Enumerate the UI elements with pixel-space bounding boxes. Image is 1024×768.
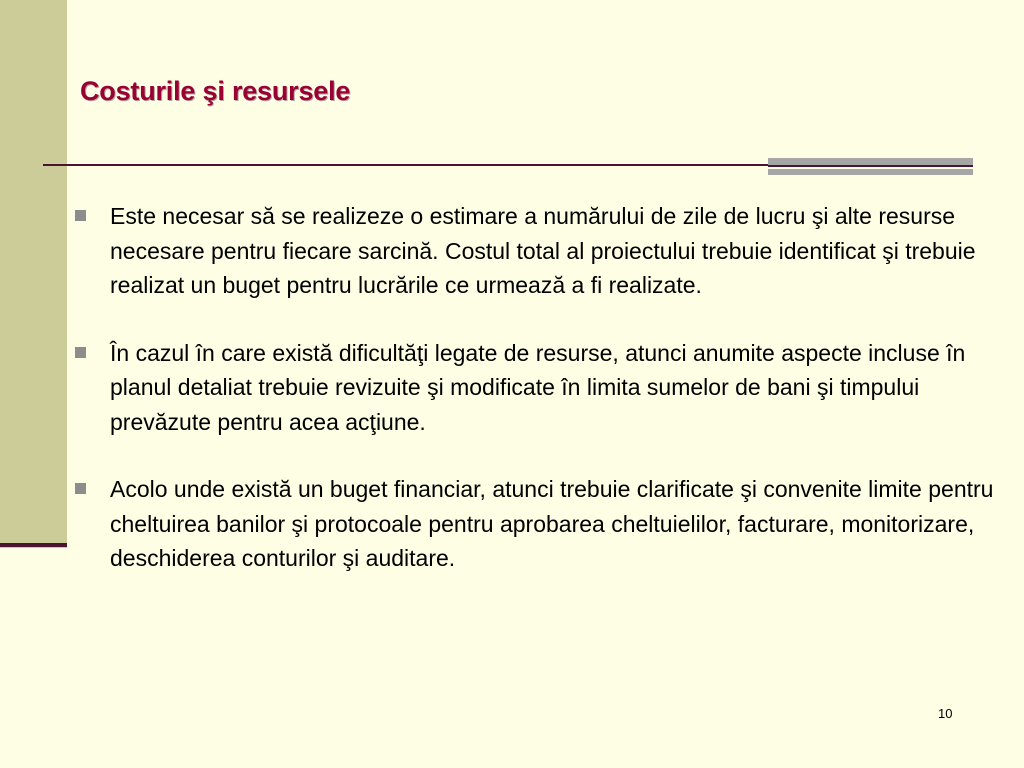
square-bullet-icon (75, 347, 86, 358)
title-accent-bar (768, 158, 973, 178)
square-bullet-icon (75, 483, 86, 494)
square-bullet-icon (75, 210, 86, 221)
bullet-text: Este necesar să se realizeze o estimare a numărului de zile de lucru şi alte resurse necesare pentru fiecare sarcină. Costul total al proiectului trebuie identificat şi trebuie realizat un buget pentru lucrările ce urmează a fi realizate. (110, 203, 976, 298)
slide-title: Costurile şi resursele (80, 76, 351, 106)
bullet-item (72, 336, 997, 440)
left-band-rule (0, 543, 67, 547)
left-decorative-band (0, 0, 67, 548)
page-number: 10 (938, 706, 953, 721)
bullet-list (72, 199, 997, 609)
bullet-item (72, 199, 997, 303)
bullet-text: Acolo unde există un buget financiar, atunci trebuie clarificate şi convenite limite pentru cheltuirea banilor şi protocoale pentru aprobarea cheltuielilor, facturare, monitorizare, deschiderea conturilor şi auditare. (110, 476, 994, 571)
bullet-text: În cazul în care există dificultăţi legate de resurse, atunci anumite aspecte incluse în planul detaliat trebuie revizuite şi modificate în limita sumelor de bani şi timpului prevăzute pentru acea acţiune. (110, 339, 966, 435)
bullet-item (72, 472, 997, 576)
